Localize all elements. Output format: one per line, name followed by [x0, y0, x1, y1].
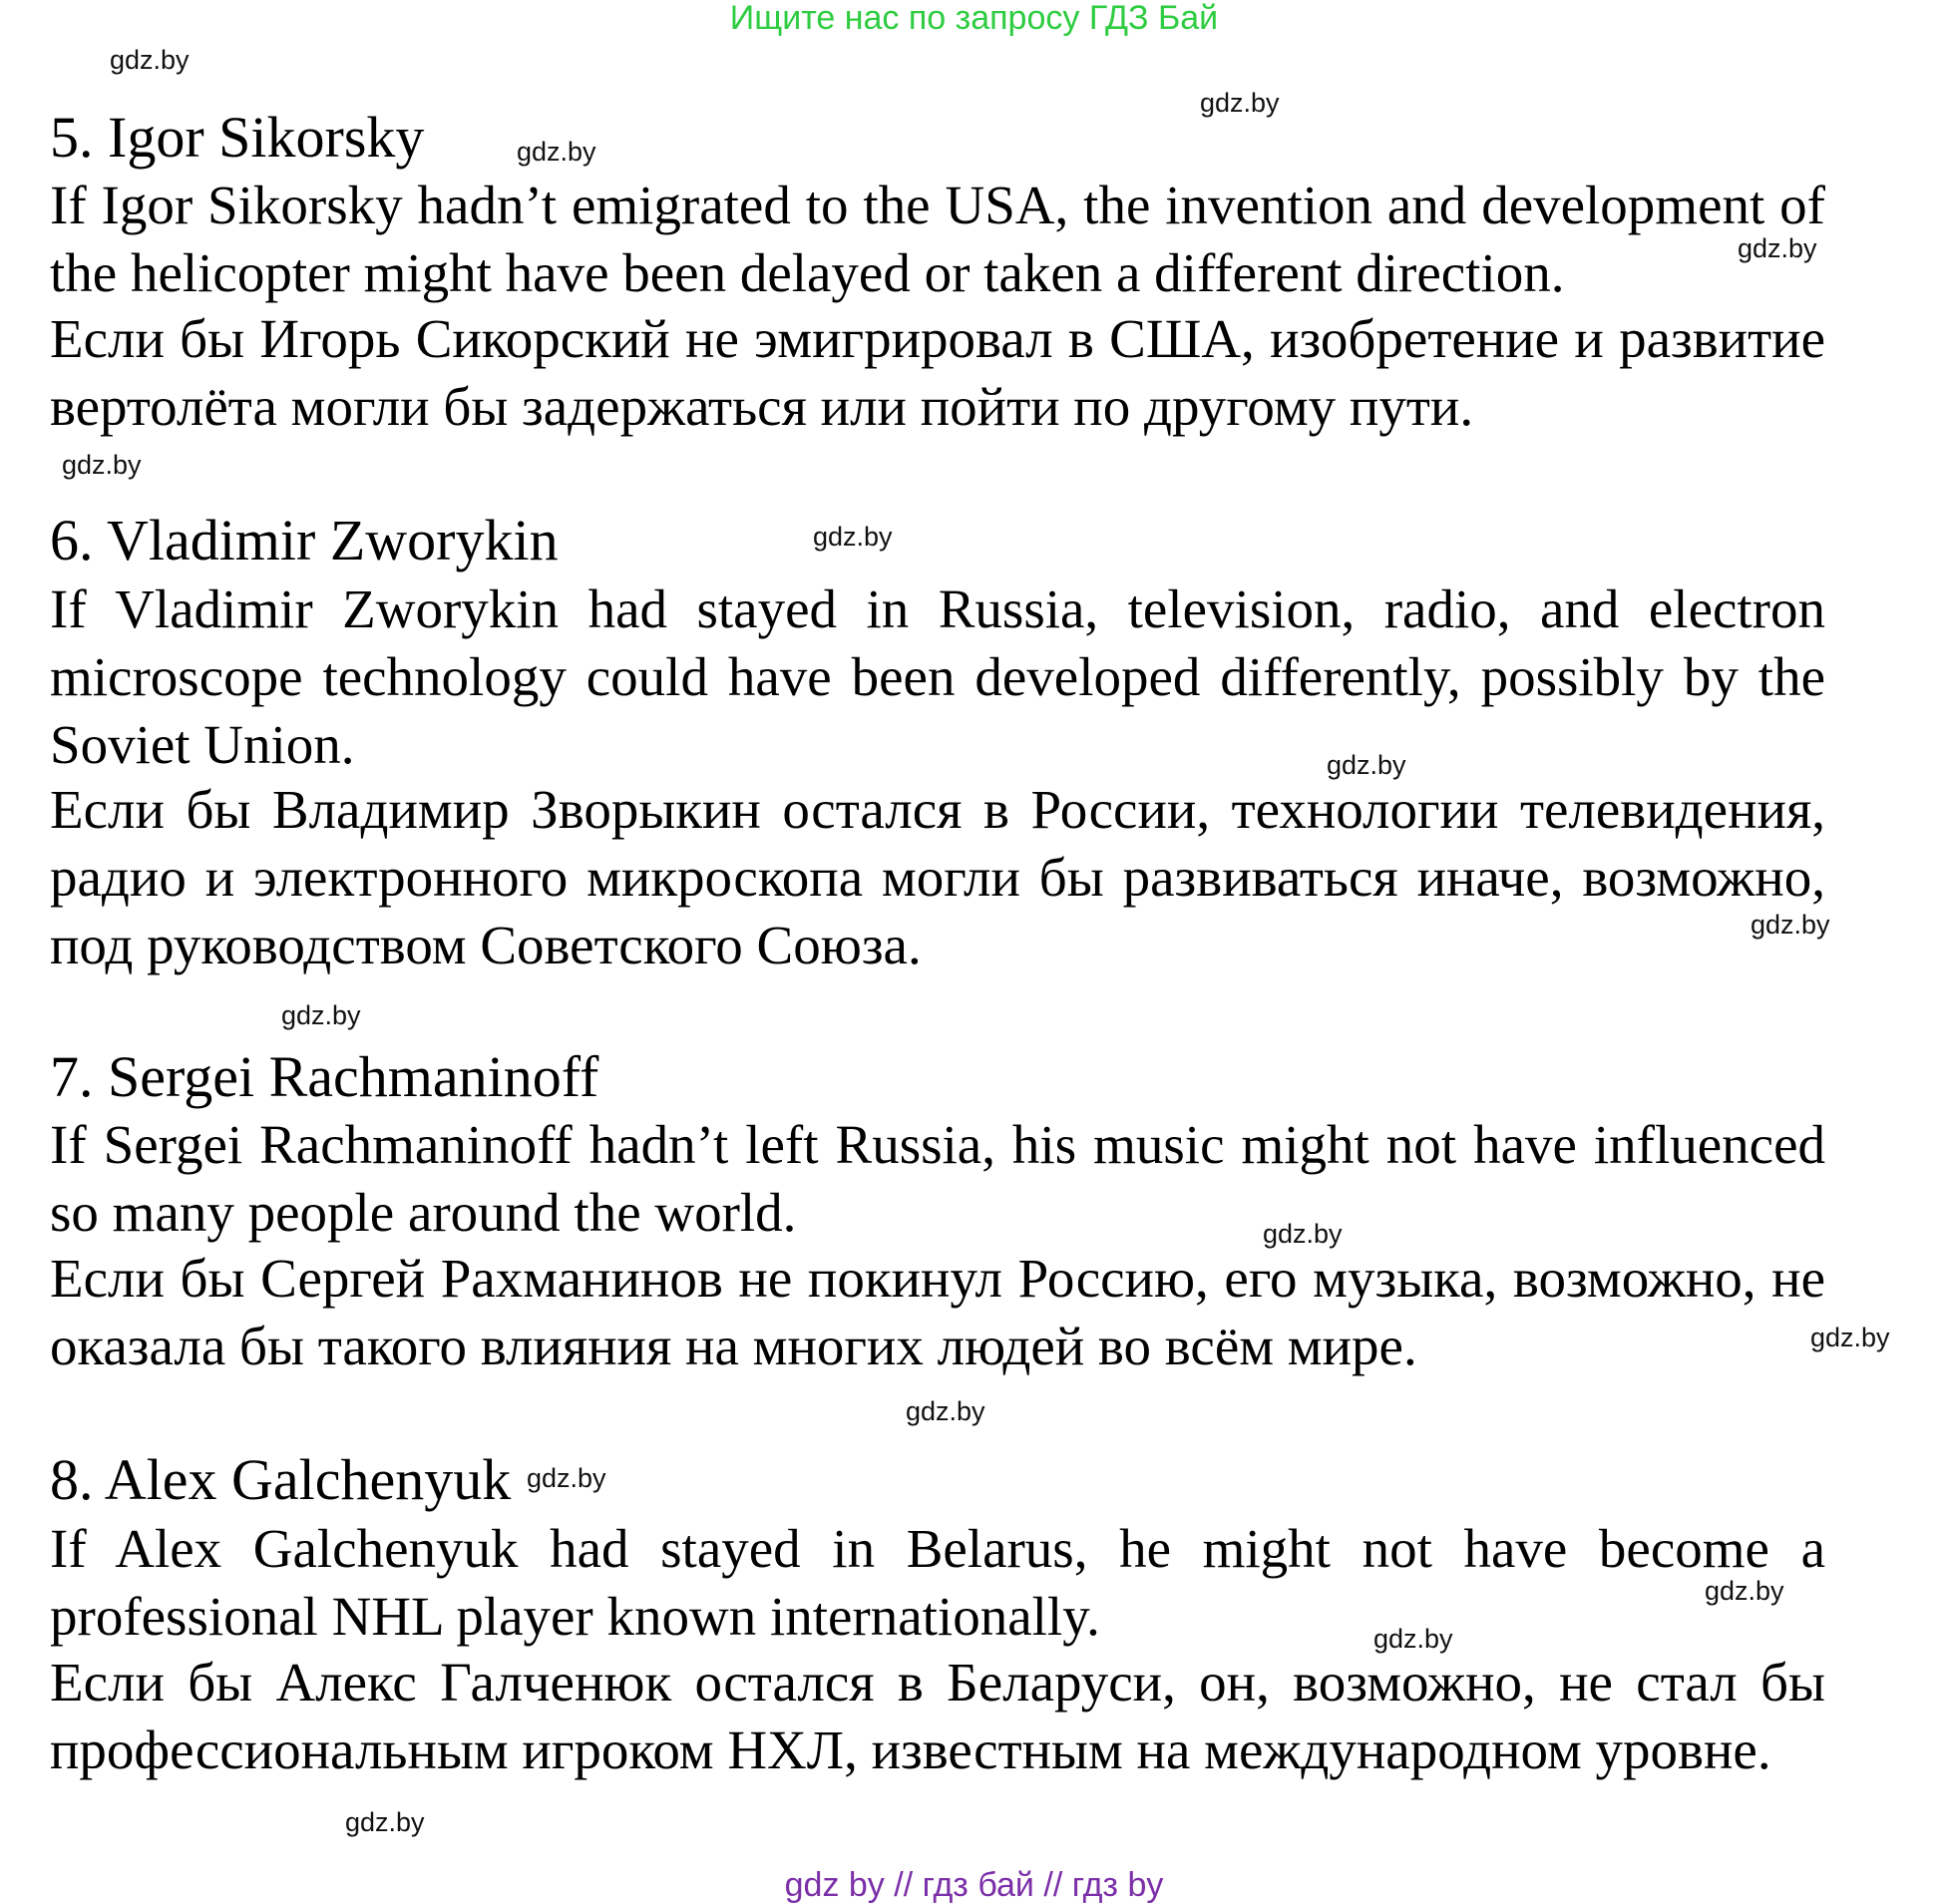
watermark: gdz.by: [62, 450, 142, 480]
watermark: gdz.by: [345, 1807, 425, 1837]
watermark: gdz.by: [1373, 1624, 1453, 1654]
watermark: gdz.by: [1327, 750, 1406, 780]
watermark: gdz.by: [281, 1000, 361, 1030]
watermark: gdz.by: [1200, 88, 1280, 118]
watermark: gdz.by: [813, 522, 893, 552]
watermark: gdz.by: [517, 137, 596, 167]
section-6-english: If Vladimir Zworykin had stayed in Russia, television, radio, and electron microscope technology could have been developed differently, possibly by the Soviet Union.: [50, 578, 1825, 775]
section-5-heading: 5. Igor Sikorsky: [50, 105, 425, 170]
section-5-russian: Если бы Игорь Сикорский не эмигрировал в США, изобретение и развитие вертолёта могли бы задержаться или пойти по другому пути.: [50, 308, 1825, 437]
section-8-english: If Alex Galchenyuk had stayed in Belarus, he might not have become a professional NHL player known internationally.: [50, 1518, 1825, 1647]
watermark: gdz.by: [906, 1396, 985, 1426]
section-7-russian: Если бы Сергей Рахманинов не покинул Россию, его музыка, возможно, не оказала бы такого влияния на многих людей во всём мире.: [50, 1248, 1825, 1376]
section-8-heading: 8. Alex Galchenyuk: [50, 1447, 512, 1512]
footer-links: gdz by // гдз бай // гдз by: [784, 1866, 1164, 1904]
watermark: gdz.by: [1705, 1576, 1784, 1606]
section-7-heading: 7. Sergei Rachmaninoff: [50, 1044, 599, 1109]
section-6-heading: 6. Vladimir Zworykin: [50, 508, 559, 572]
section-6-russian: Если бы Владимир Зворыкин остался в России, технологии телевидения, радио и электронного микроскопа могли бы развиваться иначе, возможно, под руководством Советского Союза.: [50, 779, 1825, 975]
watermark: gdz.by: [1263, 1219, 1343, 1249]
section-5-english: If Igor Sikorsky hadn’t emigrated to the USA, the invention and development of the helicopter might have been delayed or taken a different direction.: [50, 175, 1825, 303]
watermark: gdz.by: [1810, 1323, 1890, 1352]
watermark: gdz.by: [110, 45, 190, 75]
watermark: gdz.by: [1738, 233, 1817, 263]
watermark: gdz.by: [1751, 910, 1830, 940]
section-7-english: If Sergei Rachmaninoff hadn’t left Russia, his music might not have influenced so many people around the world.: [50, 1114, 1825, 1243]
top-banner: Ищите нас по запросу ГДЗ Бай: [729, 0, 1219, 37]
watermark: gdz.by: [527, 1463, 606, 1493]
section-8-russian: Если бы Алекс Галченюк остался в Беларуси, он, возможно, не стал бы профессиональным игроком НХЛ, известным на международном уровне.: [50, 1652, 1825, 1780]
